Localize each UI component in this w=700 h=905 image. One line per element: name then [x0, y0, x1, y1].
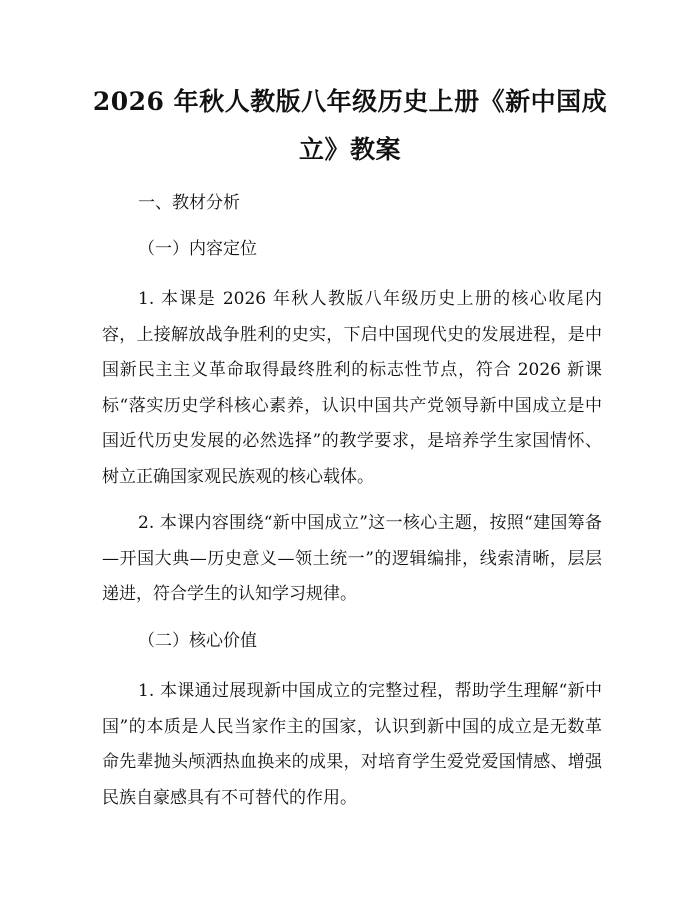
paragraph-core-value-1: 1. 本课通过展现新中国成立的完整过程，帮助学生理解“新中国”的本质是人民当家作主的国家，认识到新中国的成立是无数革命先辈抛头颅洒热血换来的成果，对培育学生爱党爱国情感、增强民族自豪感具有不可替代的作用。 — [102, 681, 602, 808]
subsection-heading-core-value: （二）核心价值 — [138, 631, 257, 651]
subsection-heading-content-positioning: （一）内容定位 — [138, 239, 257, 259]
paragraph-content-positioning-2: 2. 本课内容围绕“新中国成立”这一核心主题，按照“建国筹备—开国大典—历史意义—领土统一”的逻辑编排，线索清晰，层层递进，符合学生的认知学习规律。 — [102, 513, 602, 604]
document-title: 2026 年秋人教版八年级历史上册《新中国成立》教案 — [92, 87, 608, 164]
section-heading-textbook-analysis: 一、教材分析 — [138, 193, 240, 213]
paragraph-content-positioning-1: 1. 本课是 2026 年秋人教版八年级历史上册的核心收尾内容，上接解放战争胜利的史实，下启中国现代史的发展进程，是中国新民主主义革命取得最终胜利的标志性节点，符合 2026 新课标“落实历史学科核心素养，认识中国共产党领导新中国成立是中国近代历史发展的必然选择”的教学要求，是培养学生家国情怀、树立正确国家观民族观的核心载体。 — [102, 289, 602, 487]
